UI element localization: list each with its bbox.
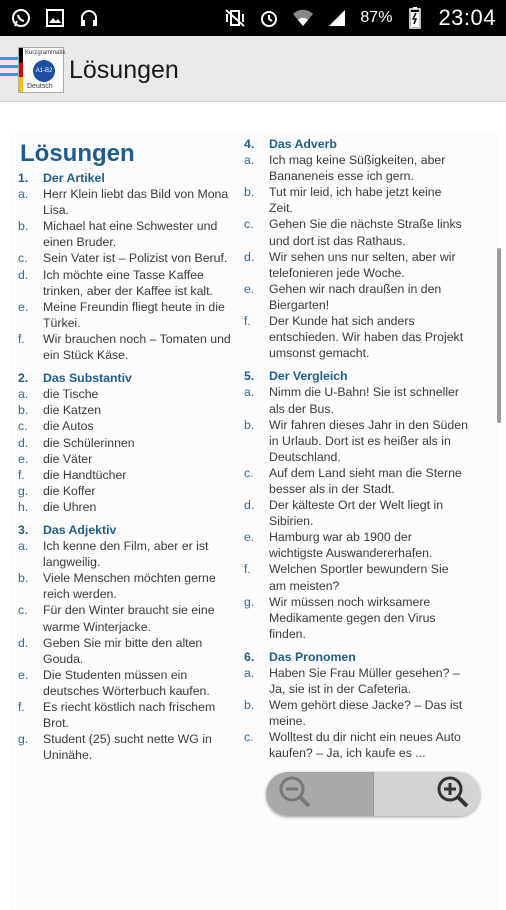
item-text: Welchen Sportler bewundern Sie am meisten? — [269, 562, 449, 593]
answer-section — [244, 368, 468, 642]
item-letter: e. — [18, 299, 29, 314]
logo-top-text: Kurzgrammatik — [25, 50, 66, 56]
section-number: 1. — [18, 171, 29, 185]
answer-item — [18, 483, 233, 499]
zoom-in-icon — [436, 775, 470, 814]
item-letter: d. — [18, 435, 29, 450]
item-letter: a. — [18, 387, 29, 402]
item-text: Ich kenne den Film, aber er ist langweilig. — [43, 539, 209, 570]
item-text: die Koffer — [43, 483, 96, 498]
item-letter: b. — [244, 417, 255, 432]
hamburger-menu-icon[interactable] — [0, 57, 18, 79]
answer-item — [18, 699, 233, 731]
answer-item — [18, 602, 233, 634]
answer-item — [244, 497, 468, 529]
section-heading — [18, 370, 233, 386]
item-letter: a. — [244, 153, 255, 168]
item-letter: f. — [18, 700, 25, 714]
section-heading — [244, 136, 468, 152]
answer-item — [244, 729, 468, 761]
clock: 23:04 — [438, 5, 496, 30]
logo-bottom-text: Deutsch — [27, 83, 53, 90]
answer-item — [18, 570, 233, 602]
flag-stripe — [19, 48, 23, 92]
answer-section — [18, 170, 233, 363]
item-letter: c. — [244, 465, 254, 480]
item-text: Wir sehen uns nur selten, aber wir telefonieren jede Woche. — [269, 249, 456, 280]
item-letter: b. — [244, 698, 255, 713]
item-text: Student (25) sucht nette WG in Uninähe. — [43, 732, 212, 763]
item-text: Der Kunde hat sich anders entschieden. Wir haben das Projekt umsonst gemacht. — [269, 314, 464, 361]
item-letter: f. — [244, 562, 251, 577]
action-bar — [0, 36, 506, 102]
left-column — [18, 170, 233, 770]
answer-section — [244, 136, 468, 361]
answer-item — [244, 216, 468, 248]
item-text: Die Studenten müssen ein deutsches Wörterbuch kaufen. — [43, 667, 210, 698]
item-text: die Autos — [43, 419, 94, 434]
answer-item — [244, 529, 468, 561]
answer-item — [18, 731, 233, 763]
right-column — [244, 136, 468, 769]
item-letter: f. — [244, 314, 251, 329]
item-letter: e. — [18, 667, 29, 682]
item-letter: g. — [244, 594, 255, 609]
item-text: Haben Sie Frau Müller gesehen? – Ja, sie ist in der Cafeteria. — [269, 666, 460, 697]
item-text: Ich möchte eine Tasse Kaffee trinken, aber der Kaffee ist kalt. — [43, 267, 213, 298]
item-text: die Uhren — [43, 499, 97, 514]
item-letter: a. — [18, 187, 29, 202]
section-title: Das Adverb — [269, 137, 337, 151]
status-bar — [0, 0, 506, 36]
app-title: Lösungen — [69, 56, 179, 84]
logo-emblem: A1-B2 — [33, 60, 55, 82]
answer-item — [18, 331, 233, 363]
answer-item — [18, 451, 233, 467]
item-text: Nimm die U-Bahn! Sie ist schneller als der Bus. — [269, 385, 459, 416]
item-letter: a. — [244, 385, 255, 400]
section-title: Der Vergleich — [269, 369, 348, 384]
signal-icon — [326, 7, 348, 29]
item-text: Wir müssen noch wirksamere Medikamente gegen den Virus finden. — [269, 594, 436, 641]
item-text: Es riecht köstlich nach frischem Brot. — [43, 700, 216, 731]
answer-item — [18, 386, 233, 402]
item-letter: h. — [18, 499, 29, 514]
zoom-controls — [266, 772, 480, 816]
item-text: Wolltest du dir nicht ein neues Auto kaufen? – Ja, ich kaufe es ... — [269, 730, 461, 761]
scrollbar[interactable] — [497, 248, 501, 423]
wifi-icon — [292, 7, 314, 29]
vibrate-icon — [224, 7, 246, 29]
answer-item — [18, 186, 233, 218]
answer-section — [244, 649, 468, 762]
battery-percent: 87% — [360, 9, 393, 26]
item-text: Auf dem Land sieht man die Sterne besser als in der Stadt. — [269, 465, 462, 496]
item-letter: a. — [244, 666, 255, 680]
section-heading — [244, 368, 468, 384]
section-number: 4. — [244, 137, 255, 151]
answer-item — [244, 152, 468, 184]
section-heading — [18, 522, 233, 538]
item-letter: g. — [18, 732, 29, 747]
section-title: Der Artikel — [43, 171, 105, 185]
answer-item — [244, 384, 468, 416]
app-logo[interactable] — [18, 47, 64, 93]
item-text: Wir brauchen noch – Tomaten und ein Stück Käse. — [43, 331, 231, 363]
item-text: Für den Winter braucht sie eine warme Winterjacke. — [43, 603, 215, 634]
headphones-icon — [78, 7, 100, 29]
item-text: Wem gehört diese Jacke? – Das ist meine. — [269, 698, 463, 729]
section-number: 6. — [244, 649, 255, 664]
answer-item — [18, 499, 233, 515]
item-text: Sein Vater ist – Polizist von Beruf. — [43, 251, 228, 266]
item-letter: c. — [18, 419, 28, 434]
answer-item — [244, 313, 468, 361]
item-letter: b. — [244, 185, 255, 200]
alarm-icon — [258, 7, 280, 29]
section-heading — [18, 170, 233, 186]
answer-item — [18, 267, 233, 299]
answer-item — [244, 417, 468, 465]
item-text: Gehen Sie die nächste Straße links und dort ist das Rathaus. — [269, 217, 462, 248]
item-text: Gehen wir nach draußen in den Biergarten! — [269, 281, 442, 312]
answer-item — [18, 467, 233, 483]
item-letter: e. — [18, 451, 29, 466]
item-letter: c. — [18, 603, 28, 618]
answer-item — [244, 594, 468, 642]
answer-item — [18, 635, 233, 667]
section-title: Das Pronomen — [269, 649, 356, 664]
document-title: Lösungen — [20, 140, 135, 167]
answer-item — [244, 281, 468, 313]
item-text: Herr Klein liebt das Bild von Mona Lisa. — [43, 187, 229, 218]
zoom-in-button[interactable] — [373, 772, 480, 816]
zoom-out-icon — [278, 775, 312, 814]
answer-item — [244, 184, 468, 216]
item-letter: a. — [18, 539, 29, 554]
item-letter: d. — [18, 267, 29, 282]
answer-section — [18, 522, 233, 763]
answer-item — [18, 667, 233, 699]
answer-item — [244, 465, 468, 497]
item-text: die Schülerinnen — [43, 435, 135, 450]
item-letter: d. — [244, 249, 255, 264]
section-number: 2. — [18, 371, 29, 386]
answer-item — [18, 299, 233, 331]
item-letter: b. — [18, 219, 29, 234]
item-text: Hamburg war ab 1900 der wichtigste Auswandererhafen. — [269, 530, 433, 561]
item-text: Meine Freundin fliegt heute in die Türkei. — [43, 299, 225, 330]
item-text: die Handtücher — [43, 467, 127, 482]
item-text: die Katzen — [43, 403, 102, 418]
item-letter: c. — [244, 730, 254, 745]
item-letter: f. — [18, 331, 25, 346]
battery-icon — [404, 7, 426, 29]
item-letter: c. — [244, 217, 254, 232]
item-text: Tut mir leid, ich habe jetzt keine Zeit. — [269, 185, 442, 216]
item-text: die Väter — [43, 451, 93, 466]
answer-item — [18, 218, 233, 250]
item-text: Der kälteste Ort der Welt liegt in Sibirien. — [269, 498, 444, 529]
item-letter: e. — [244, 530, 255, 545]
item-letter: g. — [18, 483, 29, 498]
section-heading — [244, 649, 468, 665]
answer-item — [18, 538, 233, 570]
item-letter: d. — [18, 635, 29, 650]
item-text: Wir fahren dieses Jahr in den Süden in Urlaub. Dort ist es heißer als in Deutschland. — [269, 417, 468, 464]
section-number: 3. — [18, 522, 29, 537]
answer-item — [18, 418, 233, 434]
answer-item — [18, 435, 233, 451]
item-text: die Tische — [43, 387, 99, 402]
answer-item — [244, 561, 468, 593]
item-letter: f. — [18, 467, 25, 482]
section-title: Das Substantiv — [43, 371, 132, 386]
answer-item — [244, 665, 468, 697]
answer-section — [18, 370, 233, 515]
item-text: Michael hat eine Schwester und einen Bruder. — [43, 219, 218, 250]
answer-item — [18, 250, 233, 266]
item-letter: e. — [244, 281, 255, 296]
answer-item — [244, 697, 468, 729]
item-letter: d. — [244, 498, 255, 513]
section-number: 5. — [244, 369, 255, 384]
zoom-out-button[interactable] — [266, 772, 373, 816]
item-text: Geben Sie mir bitte den alten Gouda. — [43, 635, 203, 666]
item-letter: c. — [18, 251, 28, 266]
item-letter: b. — [18, 403, 29, 418]
gallery-icon — [44, 7, 66, 29]
item-letter: b. — [18, 571, 29, 586]
section-title: Das Adjektiv — [43, 522, 117, 537]
whatsapp-icon — [10, 7, 32, 29]
answer-item — [244, 249, 468, 281]
answer-item — [18, 402, 233, 418]
item-text: Viele Menschen möchten gerne reich werden. — [43, 571, 216, 602]
item-text: Ich mag keine Süßigkeiten, aber Bananeneis esse ich gern. — [269, 153, 446, 184]
